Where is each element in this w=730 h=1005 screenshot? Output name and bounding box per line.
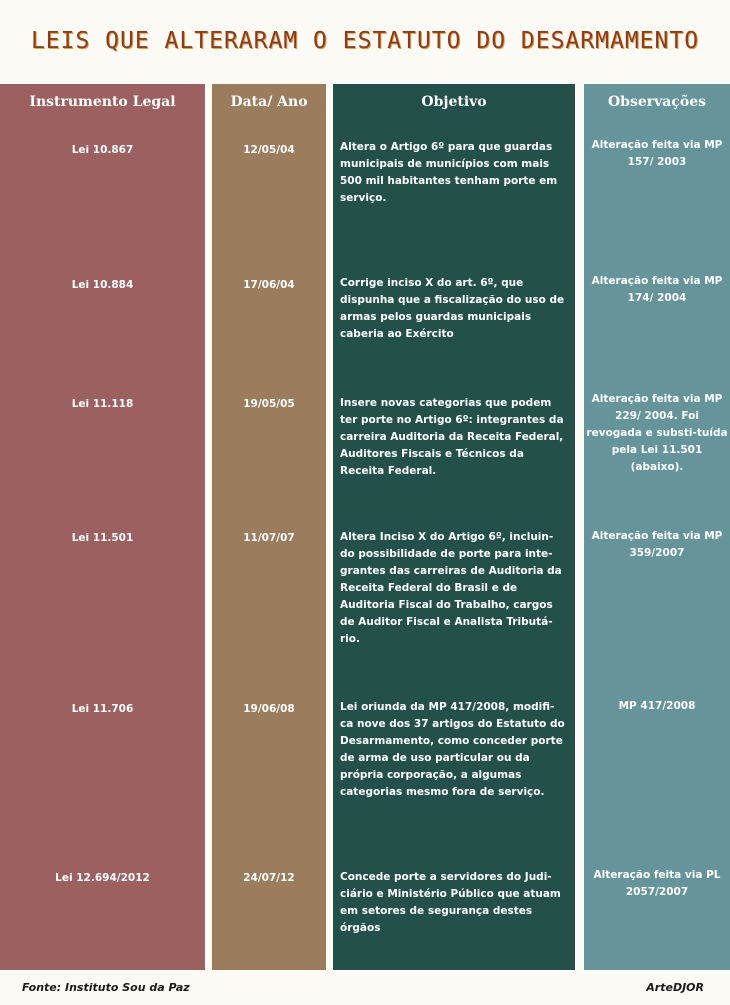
row-4-observacoes: Alteração feita via MP 359/2007 xyxy=(591,530,723,559)
row-3-instrumento: Lei 11.118 xyxy=(71,398,134,410)
row-2-objetivo: Corrige inciso X do art. 6º, que dispunha que a fiscalização do uso de armas pelos guardas municipais caberia ao Exército xyxy=(340,277,565,340)
row-1-objetivo: Altera o Artigo 6º para que guardas municipais de municípios com mais 500 mil habitantes tenham porte em serviço. xyxy=(340,141,558,204)
header-observacoes: Observações xyxy=(607,94,706,110)
row-2-data: 17/06/04 xyxy=(243,279,295,291)
row-1-data: 12/05/04 xyxy=(243,144,295,156)
row-5-data: 19/06/08 xyxy=(243,703,295,715)
column-data-ano xyxy=(212,84,326,970)
row-2-observacoes: Alteração feita via MP 174/ 2004 xyxy=(591,275,723,304)
row-6-observacoes: Alteração feita via PL 2057/2007 xyxy=(593,869,721,898)
header-data-ano: Data/ Ano xyxy=(230,94,308,110)
row-3-observacoes: Alteração feita via MP 229/ 2004. Foi revogada e substi-tuída pela Lei 11.501 (abaixo). xyxy=(586,393,728,473)
column-instrumento-legal xyxy=(0,84,205,970)
row-4-objetivo: Altera Inciso X do Artigo 6º, incluin-do possibilidade de porte para inte-grantes das carreiras de Auditoria da Receita Federal do Brasil e de Auditoria Fiscal do Trabalho, cargos de Auditor Fiscal e Analista Tributá-rio. xyxy=(340,531,562,645)
row-6-objetivo: Concede porte a servidores do Judi-ciário e Ministério Público que atuam em setores de segurança destes órgãos xyxy=(340,871,561,934)
row-5-observacoes: MP 417/2008 xyxy=(618,700,696,712)
header-instrumento-legal: Instrumento Legal xyxy=(29,94,176,110)
column-observacoes xyxy=(584,84,730,970)
row-3-objetivo: Insere novas categorias que podem ter porte no Artigo 6º: integrantes da carreira Auditoria da Receita Federal, Auditores Fiscais e Técnicos da Receita Federal. xyxy=(340,397,564,477)
row-3-data: 19/05/05 xyxy=(243,398,295,410)
row-1-observacoes: Alteração feita via MP 157/ 2003 xyxy=(591,139,723,168)
row-4-data: 11/07/07 xyxy=(243,532,295,544)
row-4-instrumento: Lei 11.501 xyxy=(71,532,134,544)
header-objetivo: Objetivo xyxy=(421,94,487,110)
row-5-objetivo: Lei oriunda da MP 417/2008, modifi-ca nove dos 37 artigos do Estatuto do Desarmamento, como conceder porte de arma de uso particular ou da própria corporação, a algumas categorias mesmo fora de serviço. xyxy=(340,701,565,798)
row-1-instrumento: Lei 10.867 xyxy=(71,144,134,156)
row-6-data: 24/07/12 xyxy=(243,872,295,884)
page-title: LEIS QUE ALTERARAM O ESTATUTO DO DESARMAMENTO xyxy=(30,28,700,54)
column-objetivo xyxy=(333,84,575,970)
row-5-instrumento: Lei 11.706 xyxy=(71,703,134,715)
row-2-instrumento: Lei 10.884 xyxy=(71,279,134,291)
row-6-instrumento: Lei 12.694/2012 xyxy=(55,872,150,884)
footer-source: Fonte: Instituto Sou da Paz xyxy=(22,981,190,994)
footer-credit: ArteDJOR xyxy=(646,981,704,994)
